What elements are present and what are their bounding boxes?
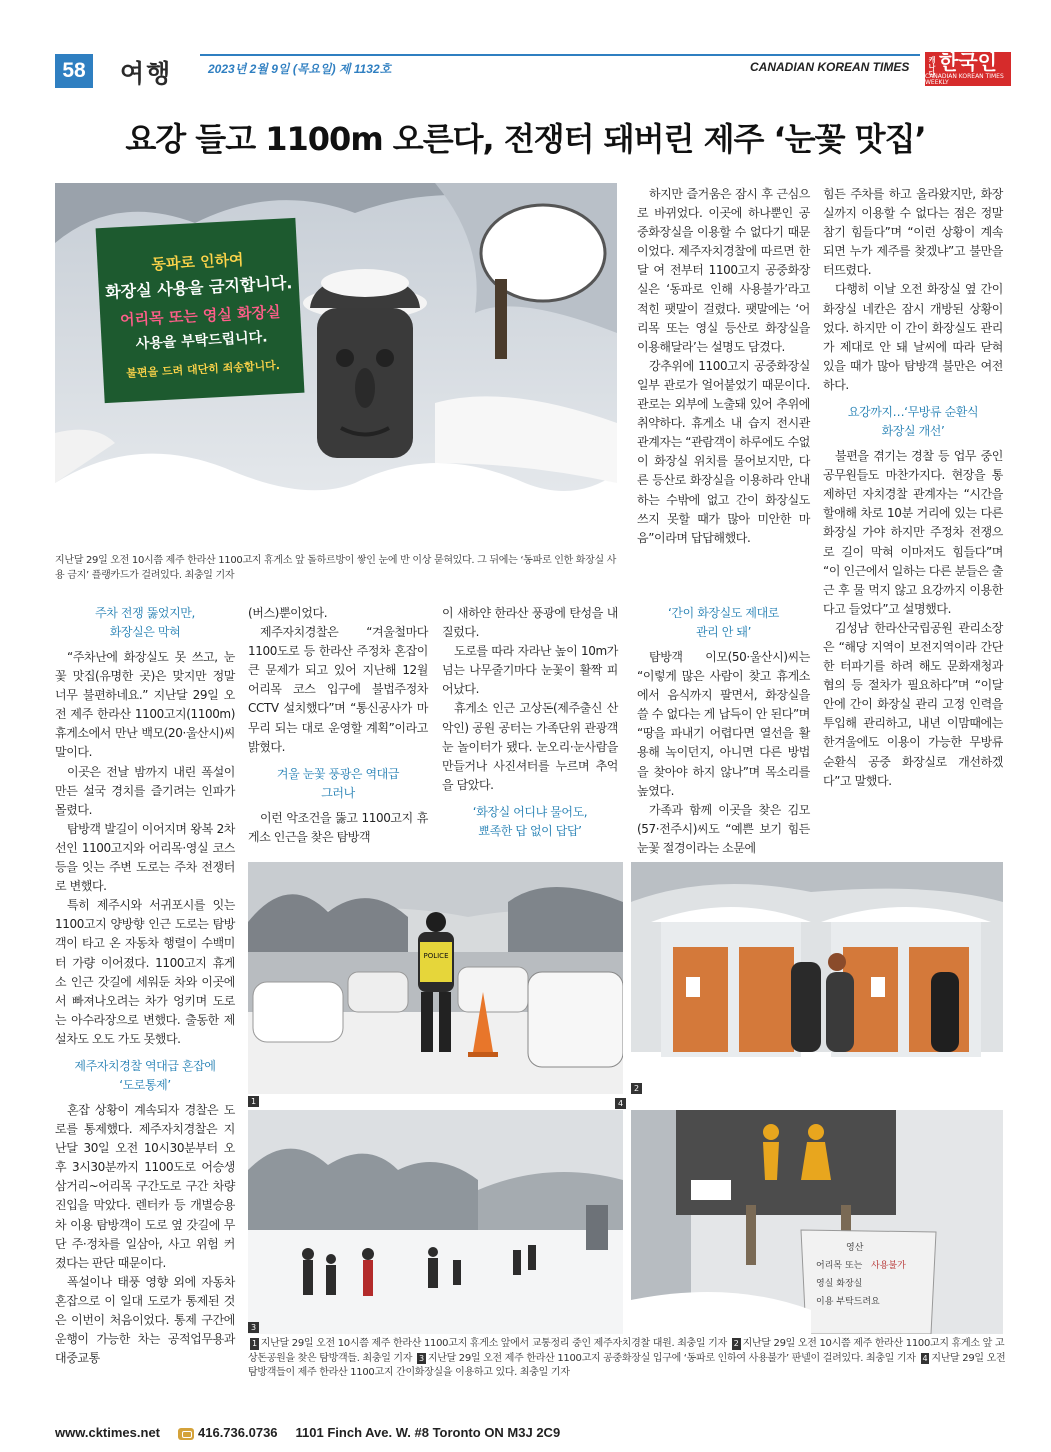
paragraph: 이 새하얀 한라산 풍광에 탄성을 내질렀다. [442, 606, 618, 640]
paragraph: 이런 악조건을 뚫고 1100고지 휴게소 인근을 찾은 탐방객 [248, 810, 428, 844]
photo-portable-toilets [631, 862, 1003, 1094]
section-title: 여행 [120, 59, 173, 88]
photo-tag-2: 2 [631, 1083, 642, 1094]
paragraph: 제주자치경찰은 “겨울철마다 1100도로 등 한라산 주정차 혼잡이 큰 문제가 되고 있어 지난해 12월 어리목 코스 입구에 불법주정차 CCTV 설치했다”며 “통신공사가 마무리 되는 대로 운영할 계획”이라고 밝혔다. [248, 625, 428, 754]
main-photo-illustration [55, 183, 617, 548]
banner-line-4: 사용을 부탁드립니다. [135, 329, 268, 353]
photo-grid-caption [248, 1337, 1006, 1381]
paper-name: CANADIAN KOREAN TIMES [750, 60, 910, 74]
issue-date: 2023년 2월 9일 (목요일) 제 1132호 [208, 62, 392, 76]
footer-url[interactable]: www.cktimes.net [55, 1425, 160, 1440]
column-1 [55, 604, 235, 1368]
footer-phone [178, 1425, 278, 1440]
paragraph: 탐방객 발길이 이어지며 왕복 2차선인 1100고지와 어리목·영실 코스 등을 잇는 주변 도로는 주차 전쟁터로 변했다. [55, 821, 235, 894]
paragraph: “주차난에 화장실도 못 쓰고, 눈꽃 맛집(유명한 곳)은 맞지만 정말 너무 불편하네요.” 지난달 29일 오전 제주 한라산 1100고지(1100m) 휴게소에서 만난 백모(20·울산시)씨 말이다. [55, 650, 235, 760]
subheading: 요강까지…‘무방류 순환식 화장실 개선’ [847, 405, 979, 439]
caption-1: 지난달 29일 오전 10시쯤 제주 한라산 1100고지 휴게소 앞에서 교통정리 중인 제주자치경찰 대원. 최충일 기자 [260, 1338, 727, 1349]
footer-address: 1101 Finch Ave. W. #8 Toronto ON M3J 2C9 [295, 1425, 561, 1440]
banner-line-1: 동파로 인하여 [150, 250, 244, 274]
headline: 요강 들고 1100m 오른다, 전쟁터 돼버린 제주 ‘눈꽃 맛집’ [125, 120, 926, 158]
sign-board-line-1: 영산 [846, 1243, 864, 1253]
main-photo [55, 183, 617, 548]
column-3 [442, 604, 618, 847]
paragraph: 탐방객 이모(50·울산시)씨는 “이렇게 많은 사람이 찾고 휴게소에서 음식까지 팔면서, 화장실을 쓸 수 없다는 게 납득이 안 된다”며 “땅을 파내기 어렵다면 열선을 활용해 녹이던지, 아니면 다른 방법을 찾아야 하지 않나”며 목소리를 높였다. [637, 650, 810, 798]
paragraph: 폭설이나 태풍 영향 외에 자동차 혼잡으로 이 일대 도로가 통제된 것은 이번이 처음이었다. 통제 구간에 운행이 가능한 차는 공적업무용과 대중교통 [55, 1274, 235, 1366]
logo-sub: CANADIAN KOREAN TIMES WEEKLY [925, 73, 1004, 86]
subheading: 겨울 눈꽃 풍광은 역대급 그러나 [276, 766, 400, 800]
banner-line-2: 화장실 사용을 금지합니다. [104, 273, 293, 302]
subheading: 주차 전쟁 뚫었지만, 화장실은 막혀 [95, 606, 195, 639]
paragraph: 도로를 따라 자라난 높이 10m가 넘는 나무줄기마다 눈꽃이 활짝 피어났다. [442, 644, 618, 697]
right-column-a [637, 185, 810, 548]
paragraph: 특히 제주시와 서귀포시를 잇는 1100고지 양방향 인근 도로는 탐방객이 타고 온 자동차 행렬이 수백미터 가량 이어졌다. 1100고지 휴게소 인근 갓길에 세워둔 차와 이곳에서 빠져나오려는 차가 엉키며 도로는 아수라장으로 변했다. 출동한 제설차도 오도 가도 못했다. [55, 898, 235, 1046]
page-number: 58 [55, 54, 93, 88]
column-2 [248, 604, 428, 847]
paragraph: 하지만 즐거움은 잠시 후 근심으로 바뀌었다. 이곳에 하나뿐인 공중화장실을 이용할 수 없다기 때문이었다. 제주자치경찰에 따르면 한달 여 전부터 1100고지 공중화장실은 ‘동파로 인해 사용불가’라고 적힌 팻말이 걸렸다. 팻말에는 ‘어리목 또는 영실 등산로 화장실을 이용해달라’는 설명도 담겼다. [637, 187, 810, 354]
paragraph: 불편을 겪기는 경찰 등 업무 중인 공무원들도 마찬가지다. 현장을 통제하던 자치경찰 관계자는 “시간을 할애해 차로 10분 거리에 있는 다른 화장실 가야 하지만 주정차 전쟁으로 길이 막혀 이마저도 힘들다”며 “이 인근에서 일하는 다른 분들은 출근 후 물 먹지 않고 요강까지 이용한다고 들었다”고 설명했다. [823, 449, 1003, 616]
subheading: 제주자치경찰 역대급 혼잡에 ‘도로통제’ [74, 1058, 216, 1092]
paragraph: 가족과 함께 이곳을 찾은 김모(57·전주시)씨도 “예쁜 보기 힘든 눈꽃 절경이라는 소문에 [637, 802, 810, 855]
caption-2: 지난달 29일 오전 10시쯤 제주 한라산 1100고지 휴게소 앞 고상돈공원을 찾은 탐방객들. 최충일 기자 [248, 1338, 1005, 1364]
photo-police-traffic [248, 862, 623, 1094]
banner-line-5: 불편을 드려 대단히 죄송합니다. [125, 358, 281, 380]
paragraph: 이곳은 전날 밤까지 내린 폭설이 만든 설국 경치를 즐기려는 인파가 몰렸다. [55, 764, 235, 817]
paragraph: 다행히 이날 오전 화장실 옆 간이 화장실 네칸은 잠시 개방된 상황이었다. 하지만 이 간이 화장실도 관리가 제대로 안 돼 날씨에 따라 닫혀 있을 때가 많아 탐방객 불만은 여전하다. [823, 282, 1003, 392]
sign-board-line-4: 영실 화장실 [816, 1279, 863, 1289]
paragraph: 김성남 한라산국립공원 관리소장은 “해당 지역이 보전지역이라 간단한 터파기를 하려 해도 문화재청과 협의 등 절차가 필요하다”며 “이달 안에 간이 화장실 관리 고정 인력을 투입해 관리하고, 내년 이맘때에는 한겨울에도 이용이 가능한 무방류 순환식 공중 화장실로 개선하겠다”고 말했다. [823, 620, 1003, 788]
caption-num-1: 1 [252, 1339, 257, 1348]
banner-line-3: 어리목 또는 영실 화장실 [119, 302, 281, 330]
photo-toilet-sign [631, 1110, 1003, 1334]
photo-tag-3: 3 [248, 1322, 259, 1333]
photo-park-visitors [248, 1110, 623, 1334]
photo-tag-4: 4 [615, 1098, 626, 1109]
main-photo-caption: 지난달 29일 오전 10시쯤 제주 한라산 1100고지 휴게소 앞 돌하르방이 쌓인 눈에 반 이상 묻혀있다. 그 뒤에는 ‘동파로 인한 화장실 사용 금지’ 플랭카드가 걸려있다. 최충일 기자 [55, 555, 617, 581]
paragraph: (버스)뿐이었다. [248, 606, 328, 620]
sign-board-line-5: 이용 부탁드려요 [816, 1297, 880, 1307]
caption-num-3: 3 [419, 1353, 424, 1363]
paragraph: 강추위에 1100고지 공중화장실 일부 관로가 얼어붙었기 때문이다. 관로는 외부에 노출돼 있어 추위에 취약하다. 휴게소 내 습지 전시관 관계자는 “관람객이 하루에도 수없이 화장실 위치를 물어보지만, 다른 등산로 화장실을 이용하라 안내하는 수밖에 없고 간이 화장실도 쓰지 못할 때가 많아 미안한 마음”이라며 답답해했다. [637, 358, 810, 545]
logo-tag: 캐나다 [928, 56, 936, 77]
paper-logo [925, 52, 1011, 86]
footer [55, 1425, 560, 1440]
caption-3: 지난달 29일 오전 제주 한라산 1100고지 공중화장실 입구에 ‘동파로 인하여 사용불가’ 판넬이 걸려있다. 최충일 기자 [427, 1352, 916, 1364]
sign-board-line-2: 어리목 또는 [816, 1261, 863, 1271]
police-vest-text: POLICE [423, 952, 449, 960]
phone-icon [178, 1428, 194, 1440]
phone-number: 416.736.0736 [198, 1425, 278, 1440]
photo-tag-1: 1 [248, 1096, 259, 1107]
paragraph: 휴게소 인근 고상돈(제주출신 산악인) 공원 공터는 가족단위 관광객 눈 놀이터가 됐다. 눈오리·눈사람을 만들거나 사진셔터를 누르며 추억을 담았다. [442, 701, 618, 792]
column-4 [637, 604, 810, 858]
paragraph: 힘든 주차를 하고 올라왔지만, 화장실까지 이용할 수 없다는 점은 정말 참기 힘들다”며 “이런 상황이 계속되면 누가 제주를 찾겠냐”고 불만을 터뜨렸다. [823, 187, 1003, 278]
right-column-b [823, 185, 1003, 791]
paragraph: 혼잡 상황이 계속되자 경찰은 도로를 통제했다. 제주자치경찰은 지난달 30일 오전 10시30분부터 오후 3시30분까지 1100도로 어승생 삼거리~어리목 구간도로 구간 차량 진입을 막았다. 렌터카 등 개별승용차 이용 탐방객이 도로 옆 갓길에 무단 주·정차를 일삼아, 사고 위험 커졌다는 판단 때문이다. [55, 1102, 235, 1270]
sign-board-line-3: 사용불가 [871, 1261, 906, 1271]
logo-main: 한국인 [939, 50, 997, 74]
subheading: ‘화장실 어디냐 물어도, 뾰족한 답 없이 답답’ [472, 804, 588, 838]
caption-num-4: 4 [922, 1353, 928, 1363]
caption-4: 지난달 29일 오전 탐방객들이 제주 한라산 1100고지 간이화장실을 이용하고 있다. 최충일 기자 [248, 1352, 1006, 1378]
caption-num-2: 2 [733, 1339, 739, 1348]
subheading: ‘간이 화장실도 제대로 관리 안 돼’ [668, 606, 779, 639]
